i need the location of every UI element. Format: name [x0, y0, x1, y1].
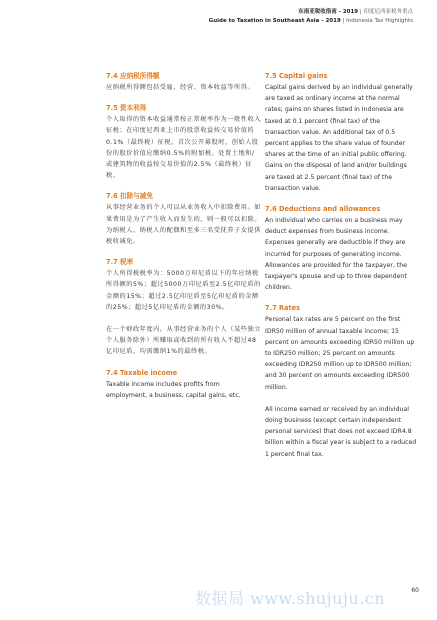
english-column [265, 72, 417, 471]
section-body: Personal tax rates are 5 percent on the first IDR50 million of annual taxable income; 15 percent on amounts exceeding IDR50 million up to IDR250 million; 25 percent on amounts exceeding IDR250 million up to IDR500 million; and 30 percent on amounts exceeding IDR500 million. [265, 316, 415, 391]
section-title: 7.5 Capital gains [265, 72, 328, 80]
section-7-6-chinese [106, 192, 261, 247]
section-body: Capital gains derived by an individual generally are taxed as ordinary income at the normal rates; gains on shares listed in Indonesia are taxed at 0.1 percent (final tax) of the transaction value. An additional tax of 0.5 percent applies to the share value of founder shares at the time of an initial public offering. Gains on the disposal of land and/or buildings are taxed at 2.5 percent (final tax) of the transaction value. [265, 84, 413, 192]
running-header [209, 8, 413, 26]
section-7-7-chinese [106, 258, 261, 357]
section-body: An individual who carries on a business may deduct expenses from business income. Expenses generally are deductible if they are incurred for purposes of generating income. Allowances are provided for the taxpayer, the taxpayer's spouse and up to three dependent children. [265, 217, 408, 292]
section-body: 应纳税所得额包括受雇、经营、资本收益等所得。 [106, 84, 255, 91]
section-title: 7.7 Rates [265, 304, 301, 313]
header-line-chinese: 东南亚税收指南 - 2019 | 印度尼西亚税务重点 [298, 9, 413, 15]
chinese-column [106, 72, 261, 412]
section-body: 从事经营业务的个人可以从业务收入中扣除费用。如果费用是为了产生收入而发生的，则一般可以扣除。为纳税人、纳税人的配偶和至多三名受抚养子女提供税收减免。 [106, 204, 261, 246]
section-7-5-chinese [106, 104, 261, 181]
section-7-7-english [265, 304, 417, 459]
section-body-paragraph-2: All income earned or received by an individual doing business (except certain independent personal services) that does not exceed IDR4.8 billion within a fiscal year is subject to a reduced 1 percent final tax. [265, 405, 417, 458]
section-title: 7.5 资本利得 [106, 104, 147, 113]
watermark: 数据局 www.shujuju.cn [195, 589, 386, 608]
section-body: 个人所得税税率为：5000万印尼盾以下的年应纳税所得额的5%；超过5000万印尼盾至2.5亿印尼盾的金额的15%；超过2.5亿印尼盾至5亿印尼盾的金额的25%；超过5亿印尼盾的金额的30%。 [106, 270, 261, 311]
section-title: 7.4 应纳税所得额 [106, 72, 160, 80]
section-title: 7.7 税率 [106, 258, 134, 267]
section-7-4-english [106, 369, 261, 401]
section-title: 7.4 Taxable income [106, 368, 178, 377]
header-line-english: Guide to Taxation in Southeast Asia - 2019 | Indonesia Tax Highlights [208, 18, 413, 24]
section-body-paragraph-2: 在一个财政年度内，从事经营业务的个人（某些独立个人服务除外）所赚取或收到的所有收入不超过48亿印尼盾，均需缴纳1%的最终税。 [106, 326, 261, 356]
section-7-4-chinese [106, 72, 261, 93]
page-number: 60 [411, 587, 419, 594]
section-title: 7.6 Deductions and allowances [265, 205, 381, 214]
section-7-6-english [265, 205, 417, 293]
section-body: 个人取得的资本收益通常按正常税率作为一般性收入征税；在印度尼西亚上市的股票收益按交易价值的0.1%（最终税）征税。首次公开募股时，创始人股份的股价价值应缴纳0.5%的附加税。处置土地和/或建筑物的收益按交易价值的2.5%（最终税）征税。 [106, 116, 261, 180]
section-body: Taxable income includes profits from employment, a business, capital gains, etc. [106, 380, 241, 399]
section-title: 7.6 扣除与减免 [106, 192, 153, 201]
section-7-5-english [265, 72, 417, 194]
